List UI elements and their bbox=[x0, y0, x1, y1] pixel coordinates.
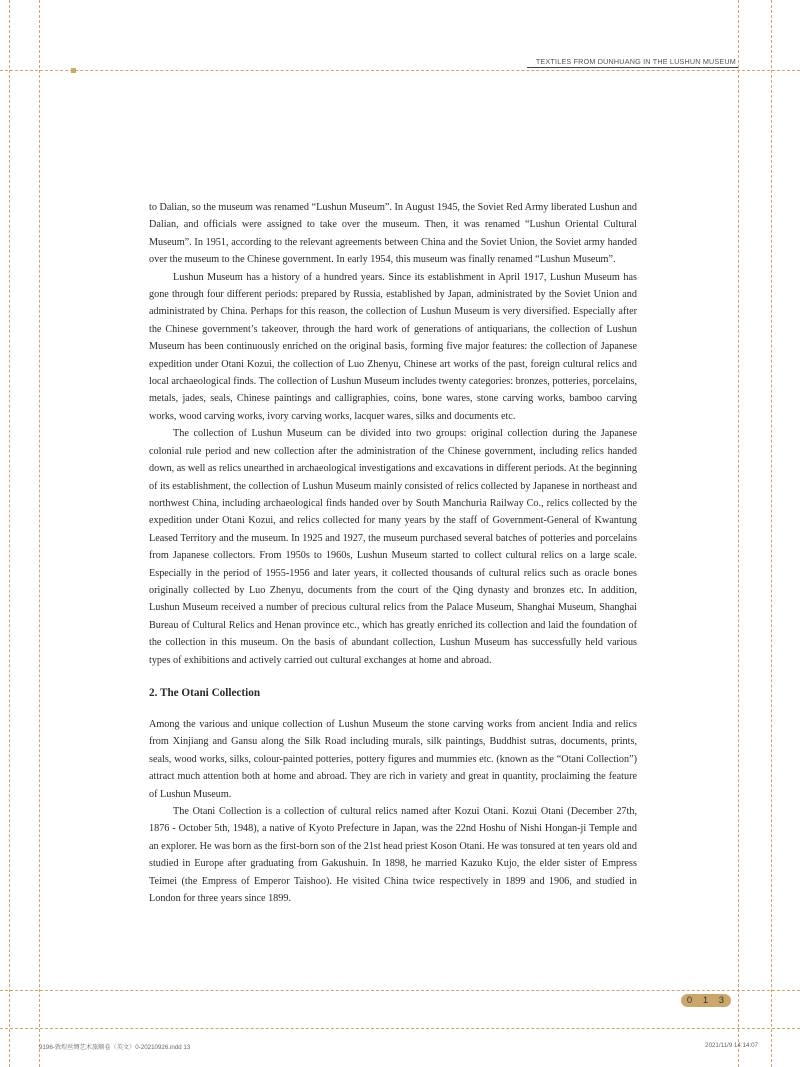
body-paragraph: The collection of Lushun Museum can be divided into two groups: original collection during the Japanese colonial rule period and new collection after the administration of the Chinese government, including relics handed down, as well as relics unearthed in archaeological investigations and excavations in different periods. At the beginning of its establishment, the collection of Lushun Museum mainly consisted of relics collected by Japanese in northeast and northwest China, including archaeological finds handed over by South Manchuria Railway Co., relics collected by the expedition under Otani Kozui, and relics collected for many years by the staff of Government-General of Kwantung Leased Territory and the museum. In 1925 and 1927, the museum purchased several batches of potteries and porcelains from Japanese collectors. From 1950s to 1960s, Lushun Museum started to collect cultural relics on a large scale. Especially in the period of 1955-1956 and later years, it collected thousands of cultural relics such as oracle bones originally collected by Luo Zhenyu, documents from the court of the Qing dynasty and bronzes etc. In addition, Lushun Museum received a number of precious cultural relics from the Palace Museum, Shanghai Museum, Shanghai Bureau of Cultural Relics and Henan province etc., which has greatly enriched its collection and laid the foundation of the collection in this museum. On the basis of abundant collection, Lushun Museum has successfully held various types of exhibitions and actively carried out cultural exchanges at home and abroad. bbox=[149, 428, 637, 666]
guide-line-right-outer bbox=[771, 0, 772, 1067]
page-number: 0 1 3 bbox=[681, 994, 731, 1007]
body-paragraph: to Dalian, so the museum was renamed “Lushun Museum”. In August 1945, the Soviet Red Army liberated Lushun and Dalian, and officials were assigned to take over the museum. Then, it was renamed “Lushun Oriental Cultural Museum”. In 1951, according to the relevant agreements between China and the Soviet Union, the Soviet army handed over the museum to the Chinese government. In early 1954, this museum was finally renamed “Lushun Museum”. bbox=[149, 202, 637, 266]
body-paragraph: Lushun Museum has a history of a hundred years. Since its establishment in April 1917, Lushun Museum has gone through four different periods: prepared by Russia, established by Japan, administrated by the Soviet Union and administrated by China. Perhaps for this reason, the collection of Lushun Museum is very diversified. Especially after the Chinese government’s takeover, through the hard work of generations of antiquarians, the collection of Lushun Museum has been continuously enriched on the original basis, forming five major features: the collection of Japanese expedition under Otani Kozui, the collection of Luo Zhenyu, Chinese art works of the past, foreign cultural relics and local archaeological finds. The collection of Lushun Museum includes twenty categories: bronzes, potteries, porcelains, metals, jades, seals, Chinese paintings and calligraphies, coins, bone wares, stone carving works, bamboo carving works, wood carving works, ivory carving works, lacquer wares, silks and documents etc. bbox=[149, 271, 637, 422]
guide-line-left-outer bbox=[9, 0, 10, 1067]
guide-line-bottom-upper bbox=[0, 990, 800, 991]
header-rule bbox=[527, 67, 738, 68]
corner-marker bbox=[71, 68, 76, 73]
guide-line-left-inner bbox=[39, 0, 40, 1067]
running-header: TEXTILES FROM DUNHUANG IN THE LUSHUN MUSEUM bbox=[535, 57, 736, 66]
guide-line-bottom-lower bbox=[0, 1028, 800, 1029]
main-content bbox=[149, 199, 637, 907]
section-heading: 2. The Otani Collection bbox=[149, 686, 261, 699]
guide-line-top bbox=[0, 70, 800, 71]
footer-file-info: 9196-敦煌丝绸艺术旅顺卷（英文）0-20210926.indd 13 bbox=[39, 1044, 191, 1051]
body-paragraph: The Otani Collection is a collection of cultural relics named after Kozui Otani. Kozui Otani (December 27th, 1876 - October 5th, 1948), a native of Kyoto Prefecture in Japan, was the 22nd Hoshu of Nishi Hongan-ji Temple and an explorer. He was born as the first-born son of the 21st head priest Koson Otani. He was tonsured at ten years old and studied in Europe after graduating from Gakushuin. In 1898, he married Kazuko Kujo, the elder sister of Empress Teimei (the Empress of Emperor Taishoo). He visited China twice respectively in 1899 and 1906, and studied in London for three years since 1899. bbox=[149, 806, 637, 905]
footer-timestamp: 2021/11/9 14:14:07 bbox=[705, 1042, 758, 1049]
guide-line-right-inner bbox=[738, 0, 739, 1067]
body-paragraph: Among the various and unique collection of Lushun Museum the stone carving works from ancient India and relics from Xinjiang and Gansu along the Silk Road including murals, silk paintings, Buddhist sutras, documents, prints, seals, wood works, silks, colour-painted potteries, pottery figures and mummies etc. (known as the “Otani Collection”) attract much attention both at home and abroad. They are rich in variety and great in quantity, proclaiming the feature of Lushun Museum. bbox=[149, 718, 637, 800]
